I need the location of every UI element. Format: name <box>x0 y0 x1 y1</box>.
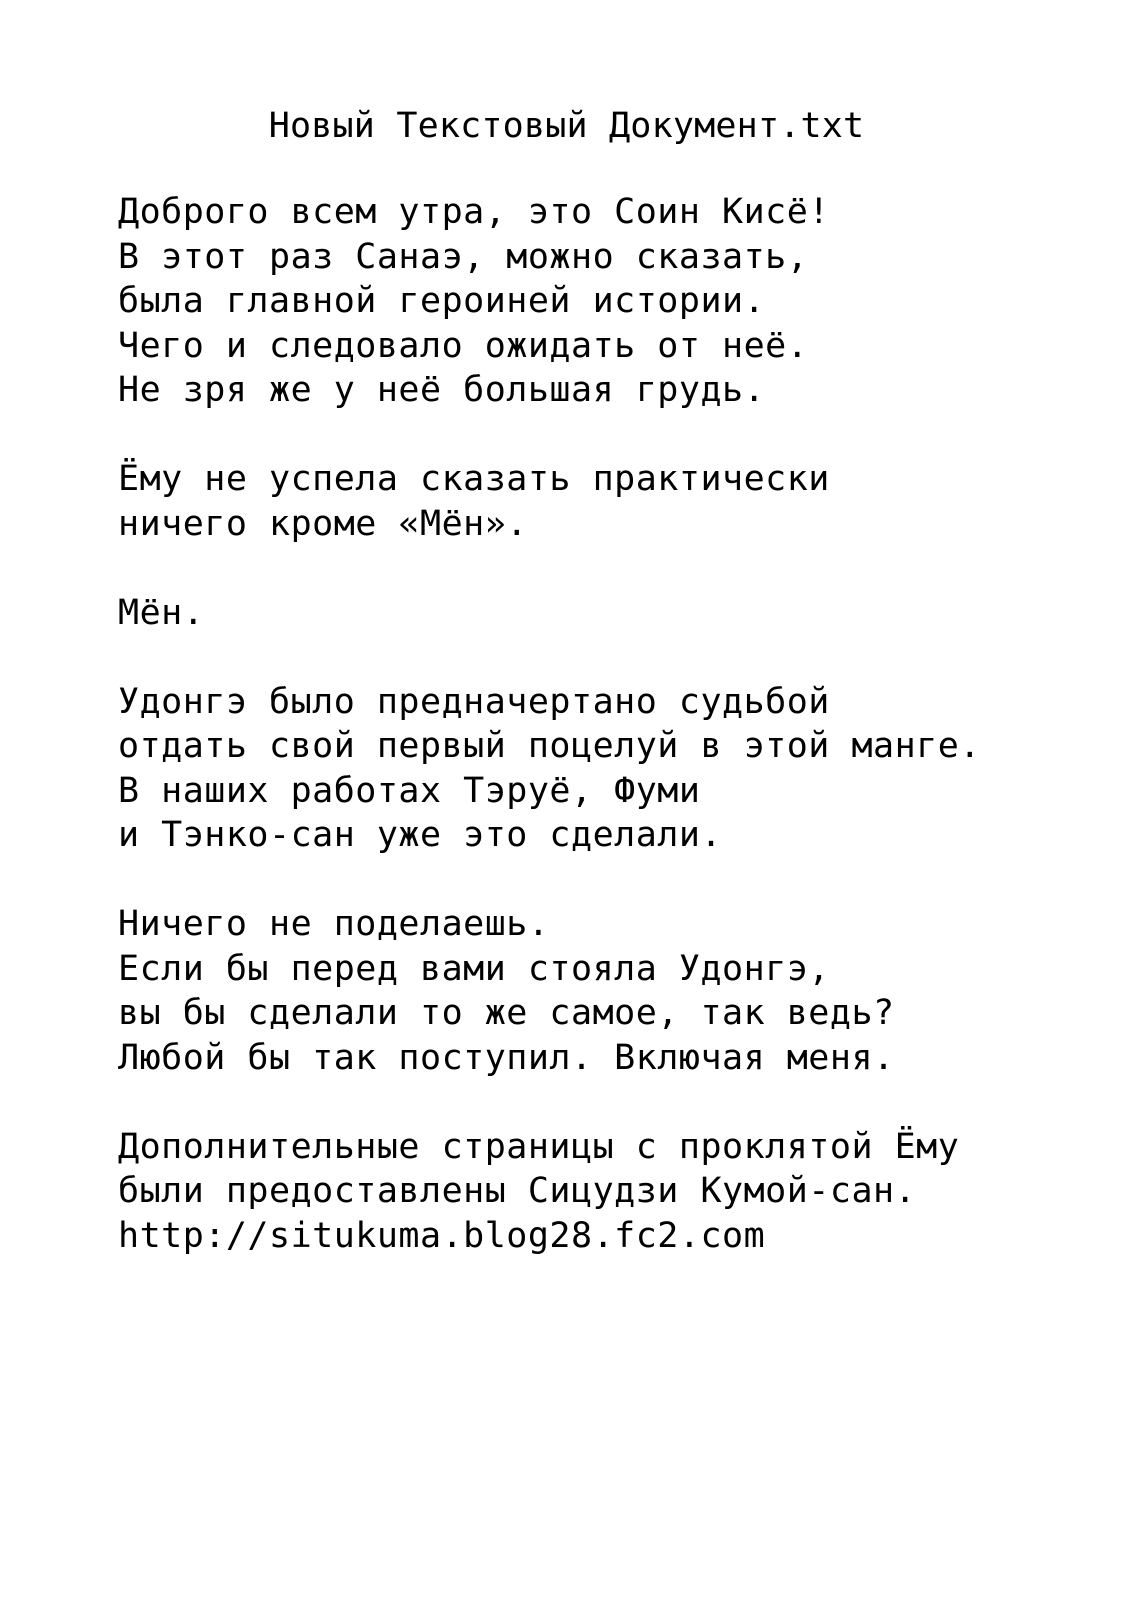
text-line: отдать свой первый поцелуй в этой манге. <box>118 726 981 766</box>
text-line: были предоставлены Сицудзи Кумой-сан. <box>118 1171 917 1211</box>
text-line: Мён. <box>118 592 205 633</box>
text-line: Удонгэ было предначертано судьбой <box>118 681 830 722</box>
text-line: ничего кроме «Мён». <box>118 503 528 544</box>
paragraph-credits <box>118 1125 1118 1259</box>
text-line: вы бы сделали то же самое, так ведь? <box>118 993 895 1033</box>
paragraph-nothing-to-do <box>118 902 1118 1080</box>
paragraph-udonge <box>118 680 1118 858</box>
text-line: Не зря же у неё большая грудь. <box>118 370 766 410</box>
paragraph-greeting <box>118 190 1118 413</box>
text-line: Доброго всем утра, это Соин Кисё! <box>118 192 830 232</box>
document-title: Новый Текстовый Документ.txt <box>268 106 865 146</box>
paragraph-myon <box>118 591 1118 636</box>
text-line: В наших работах Тэруё, Фуми <box>118 770 701 811</box>
text-line: Ничего не поделаешь. <box>118 904 550 944</box>
credits-url: http://situkuma.blog28.fc2.com <box>118 1215 766 1256</box>
paragraph-youmu <box>118 457 1118 546</box>
text-line: В этот раз Санаэ, можно сказать, <box>118 236 809 277</box>
text-line: Если бы перед вами стояла Удонгэ, <box>118 948 830 989</box>
text-line: и Тэнко-сан уже это сделали. <box>118 815 723 855</box>
text-line: была главной героиней истории. <box>118 281 766 321</box>
text-line: Любой бы так поступил. Включая меня. <box>118 1037 895 1078</box>
text-line: Чего и следовало ожидать от неё. <box>118 325 809 366</box>
document-body <box>118 190 1118 1303</box>
text-line: Ёму не успела сказать практически <box>118 459 830 499</box>
text-line: Дополнительные страницы с проклятой Ёму <box>118 1126 960 1167</box>
